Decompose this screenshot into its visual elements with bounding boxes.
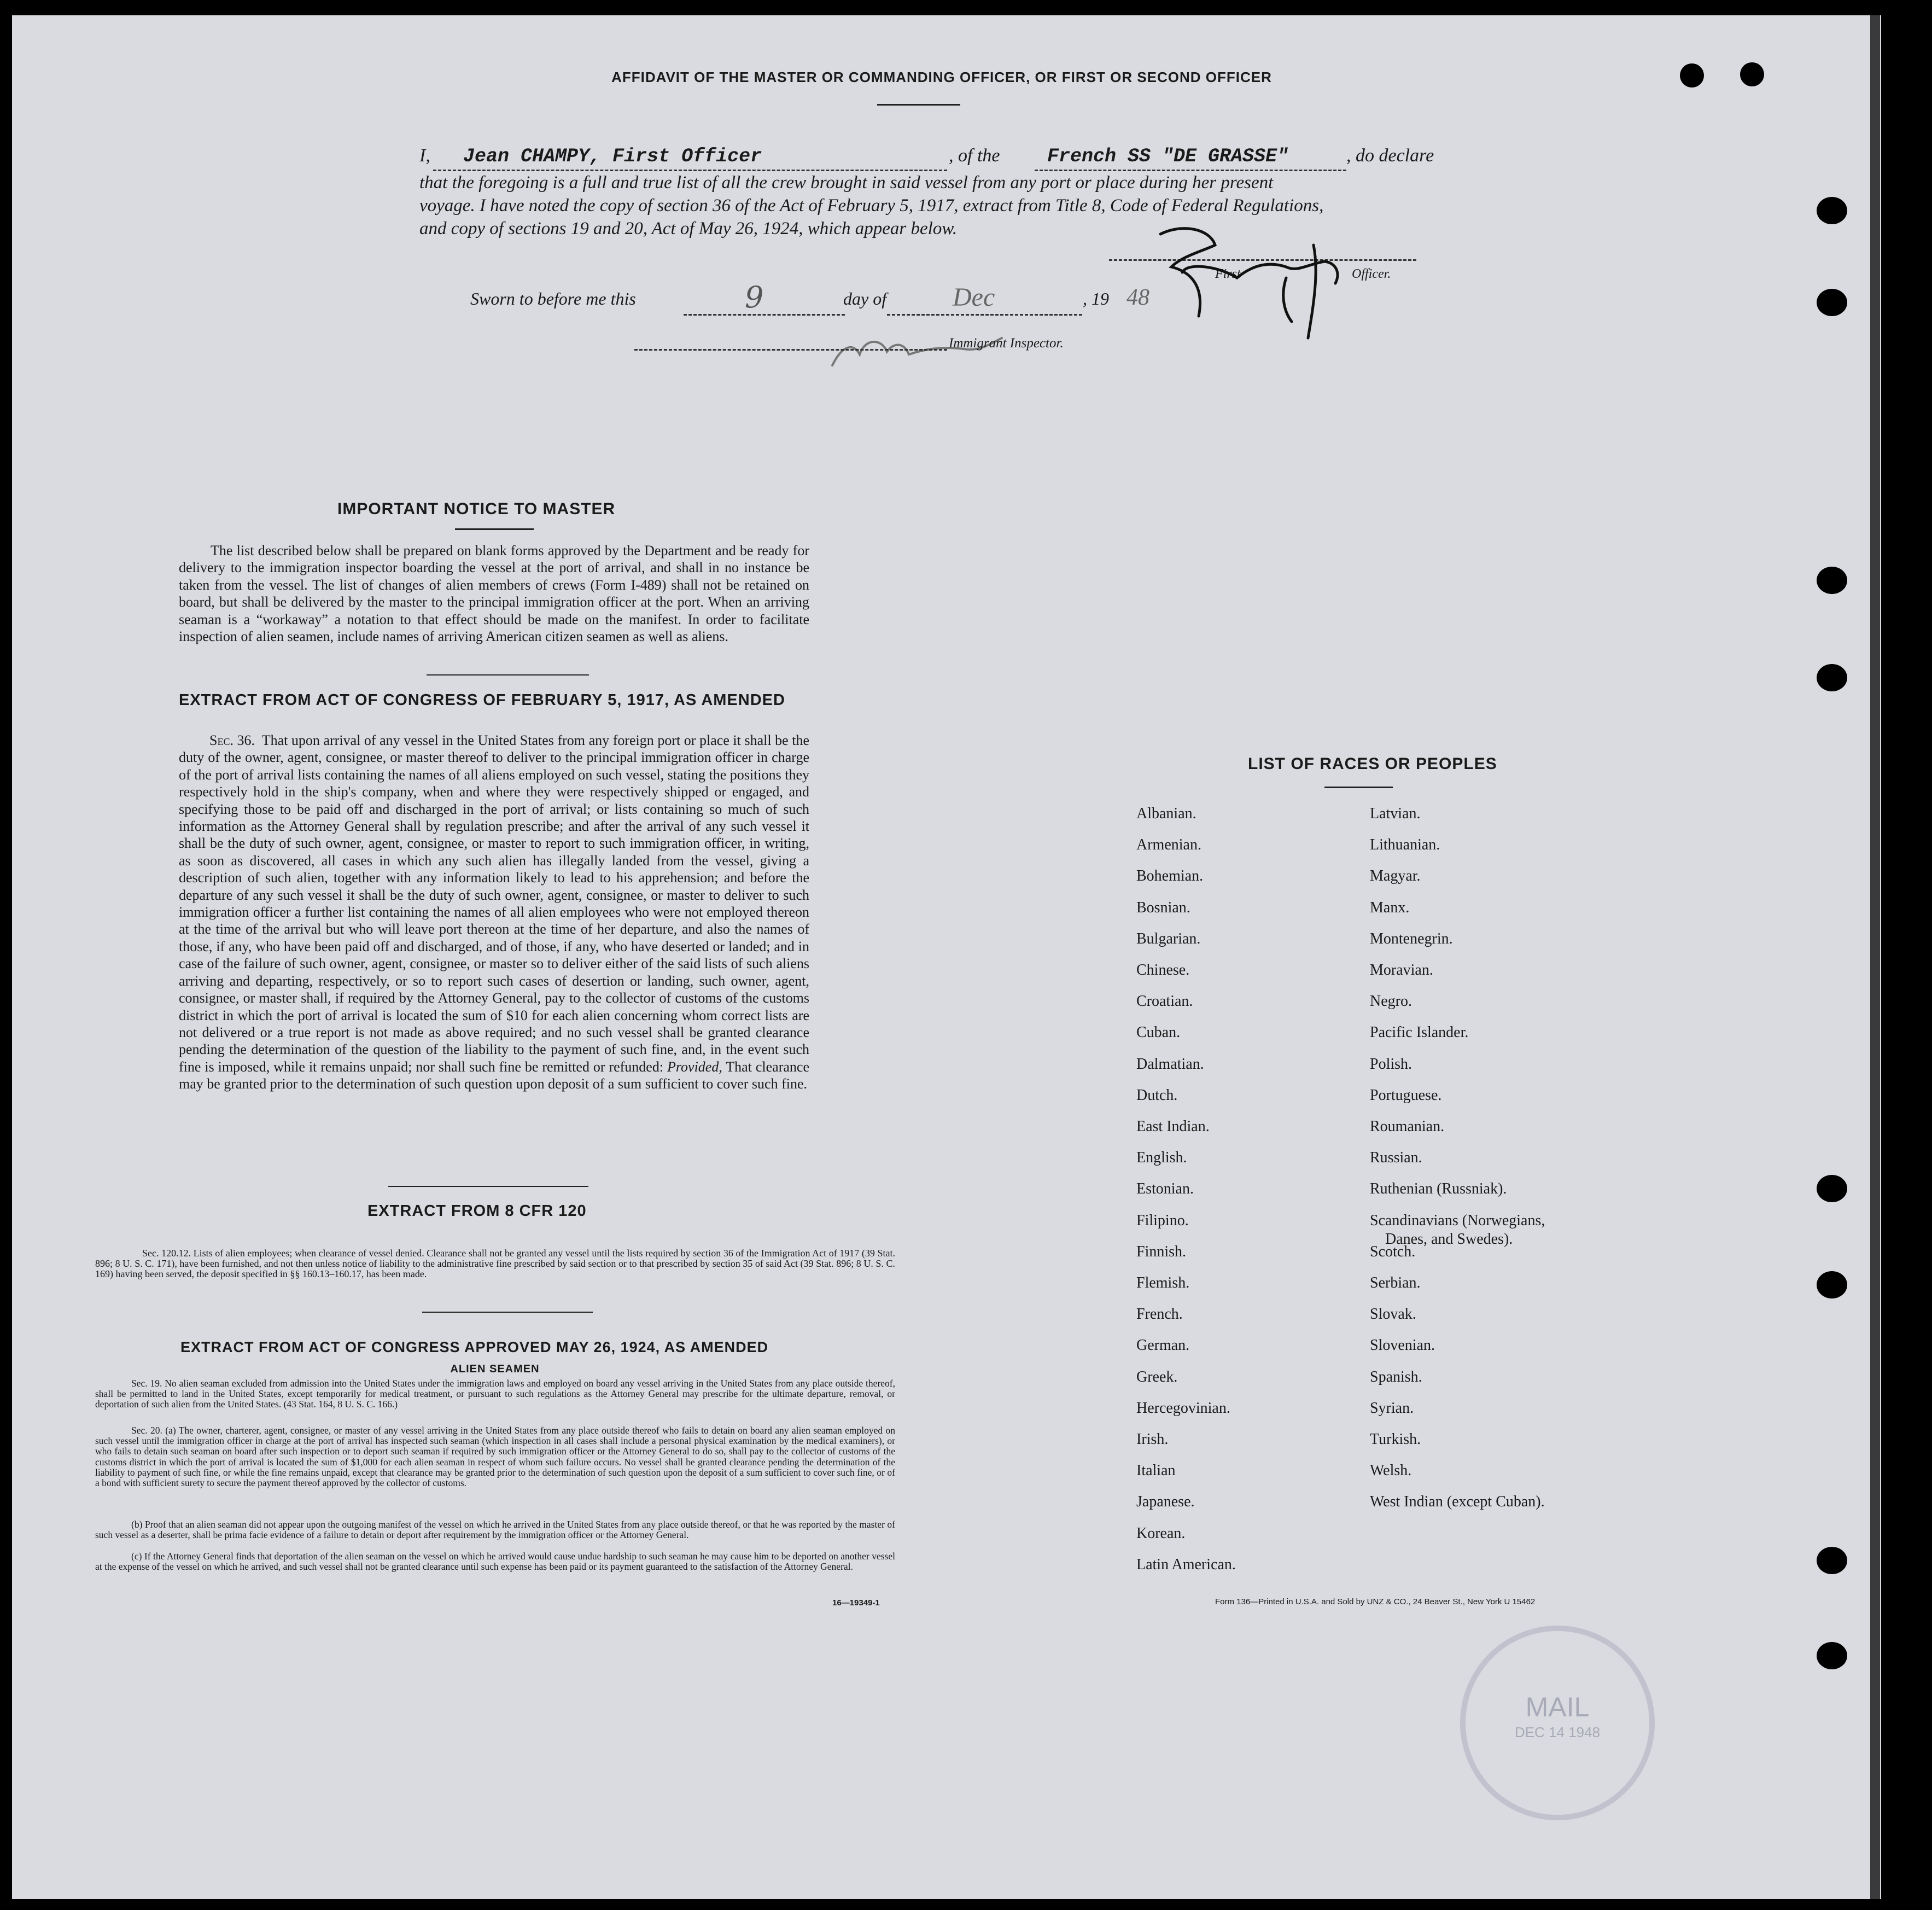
race-item: Manx. — [1370, 899, 1410, 916]
signature-caption-officer: Officer. — [1352, 267, 1391, 281]
punch-hole — [1817, 289, 1847, 316]
race-item: Pacific Islander. — [1370, 1024, 1469, 1041]
race-item: French. — [1136, 1306, 1183, 1323]
race-item: Roumanian. — [1370, 1118, 1445, 1135]
officer-signature — [1149, 212, 1379, 343]
extract-1924-p2: Sec. 20. (a) The owner, charterer, agent, consignee, or master of any vessel arriving in the United States from any place outside thereof who fails to detain on board any alien seaman employed on such vessel until the immigration officer in charge at the port of arrival has inspected such seaman (which inspection in all cases shall include a personal physical examination by the medical examiners), or who fails to detain such seaman on board after such inspection or to deport such seaman if required by such immigration officer or the Attorney General to do so, shall pay to the collector of customs of the customs district in which the port of arrival is located the sum of $1,000 for each alien seaman in respect of whom such failure occurs. No vessel shall be granted clearance pending the determination of the liability to payment of such fine, or while the fine remains unpaid, except that clearance may be granted prior to the determination of such question upon the deposit of a sum sufficient to cover such fine, or of a bond with sufficient surety to secure the payment thereof approved by the collector of customs. — [95, 1425, 895, 1489]
race-item: East Indian. — [1136, 1118, 1210, 1135]
page-edge-shadow — [1870, 15, 1880, 1899]
races-rule — [1324, 787, 1393, 788]
footer-form: Form 136—Printed in U.S.A. and Sold by UNZ & CO., 24 Beaver St., New York U 15462 — [1215, 1597, 1536, 1606]
race-item: Slovak. — [1370, 1306, 1416, 1323]
extract-1924-p4: (c) If the Attorney General finds that deportation of the alien seaman on the vessel on which he arrived would cause undue hardship to such seaman he may cause him to be deported on another vessel at the expense of the vessel on which he arrived, and such vessel shall not be granted clearance until such expense has been paid or its payment guaranteed to the satisfaction of the Attorney General. — [95, 1551, 895, 1573]
race-item: Welsh. — [1370, 1462, 1412, 1480]
race-item: Montenegrin. — [1370, 930, 1453, 947]
inspector-signature — [821, 322, 1018, 382]
race-item: Polish. — [1370, 1055, 1412, 1073]
punch-hole — [1817, 1175, 1847, 1202]
sworn-line — [470, 280, 1181, 322]
race-item: Latin American. — [1136, 1556, 1236, 1573]
race-item: Bulgarian. — [1136, 930, 1201, 947]
race-item: Bosnian. — [1136, 899, 1190, 916]
race-item: Spanish. — [1370, 1368, 1422, 1385]
notice-end-rule — [427, 674, 589, 676]
notice-title: IMPORTANT NOTICE TO MASTER — [337, 500, 616, 518]
sworn-day: 9 — [745, 280, 764, 315]
race-item: Russian. — [1370, 1149, 1422, 1167]
extract-cfr-body: Sec. 120.12. Lists of alien employees; when clearance of vessel denied. Clearance shall not be granted any vessel until the lists required by section 36 of the Immigration Act of 1917 (39 Stat. 896; 8 U. S. C. 171), have been furnished, and not then unless notice of liability to the administrative fine prescribed by said section or to that prescribed by section 35 of said Act (39 Stat. 896; 8 U. S. C. 169) having been served, the deposit specified in §§ 160.13–160.17, has been made. — [95, 1248, 895, 1280]
title-rule — [877, 104, 960, 106]
race-item: Magyar. — [1370, 867, 1421, 885]
affidavit-line-4: and copy of sections 19 and 20, Act of May 26, 1924, which appear below. — [419, 219, 958, 238]
extract-1917-sec: Sec. 36. — [209, 732, 255, 748]
officer-name: Jean CHAMPY, First Officer — [463, 145, 762, 167]
punch-hole — [1817, 1547, 1847, 1574]
signature-caption-first: First — [1215, 267, 1241, 281]
race-item: Cuban. — [1136, 1024, 1181, 1041]
race-item: Armenian. — [1136, 836, 1201, 854]
name-fill-line — [433, 170, 947, 171]
race-item: German. — [1136, 1337, 1190, 1354]
extract-1917-text: That upon arrival of any vessel in the United States from any foreign port or place it shall be the duty of the owner, agent, consignee, or master thereof to deliver to the principal immigration officer in charge of the port of arrival lists containing the names of all aliens employed on such vessel, stating the positions they respectively hold in the ship's company, when and where they were respectively shipped or engaged, and specifying those to be paid off and discharged in the port of arrival; or lists containing so much of such information as the Attorney General shall by regulation prescribe; and after the arrival of any such vessel it shall be the duty of such owner, agent, consignee, or master to report to such immigration officer, in writing, as soon as discovered, all cases in which any such alien has illegally landed from the vessel, giving a description of such alien, together with any information likely to lead to his apprehension; and before the departure of any such vessel it shall be the duty of such owner, agent, consignee, or master to deliver to such immigration officer a further list containing the names of all alien employees who were not employed thereon at the time of the arrival but who will leave port thereon at the time of her departure, and also the names of those, if any, who have been paid off and discharged, and of those, if any, who have deserted or landed; and in case of the failure of such owner, agent, consignee, or master so to deliver either of the said lists of such aliens arriving and departing, respectively, or so to report such cases of desertion or landing, such owner, agent, consignee, or master shall, if required by the Attorney General, pay to the collector of customs of the customs district in which the port of arrival is located the sum of $10 for each alien concerning whom correct lists are not delivered or a true report is not made as above required; and no such vessel shall be granted clearance pending the determination of the question of the liability to the payment of such fine, and, in the event such fine is imposed, while it remains unpaid; nor shall such fine be remitted or refunded: — [179, 732, 809, 1075]
punch-hole — [1817, 567, 1847, 594]
race-item: Croatian. — [1136, 993, 1193, 1010]
race-item: Albanian. — [1136, 805, 1196, 822]
race-item: West Indian (except Cuban). — [1370, 1493, 1545, 1511]
postal-stamp — [1460, 1626, 1655, 1820]
race-item: Flemish. — [1136, 1274, 1190, 1291]
race-item: Finnish. — [1136, 1243, 1187, 1260]
extract-1917-tail: That clearance may be granted prior to the determination of such question upon deposit of a sum sufficient to cover such fine. — [179, 1058, 809, 1092]
race-item: Scandinavians (Norwegians, — [1370, 1212, 1545, 1229]
notice-rule — [455, 528, 534, 530]
extract-1924-subtitle: ALIEN SEAMEN — [450, 1363, 540, 1375]
race-item: Danes, and Swedes). — [1385, 1230, 1513, 1248]
race-item: Greek. — [1136, 1368, 1178, 1385]
punch-hole — [1817, 1642, 1847, 1669]
affidavit-line-1 — [419, 145, 1754, 170]
affidavit-title: AFFIDAVIT OF THE MASTER OR COMMANDING OFFICER, OR FIRST OR SECOND OFFICER — [611, 69, 1272, 85]
race-item: Syrian. — [1370, 1399, 1414, 1417]
race-item: Slovenian. — [1370, 1337, 1435, 1354]
race-item: Filipino. — [1136, 1212, 1189, 1229]
affidavit-line-2: that the foregoing is a full and true list of all the crew brought in said vessel from any port or place during her present — [419, 173, 1274, 193]
vessel-fill-line — [1035, 170, 1346, 171]
sworn-month-line — [887, 314, 1082, 316]
race-item: Turkish. — [1370, 1431, 1421, 1448]
extract-cfr-title: EXTRACT FROM 8 CFR 120 — [367, 1202, 587, 1220]
race-item: Latvian. — [1370, 805, 1421, 822]
notice-body: The list described below shall be prepared on blank forms approved by the Department and be ready for delivery to the immigration inspector boarding the vessel at the port of arrival, and shall in no instance be taken from the vessel. The list of changes of alien members of crews (Form I-489) shall not be retained on board, but shall be delivered by the master to the principal immigration officer at the port. When an arriving seaman is a “workaway” a notation to that effect should be made on the manifest. In order to facilitate inspection of alien seamen, include names of arriving American citizen seamen as well as aliens. — [179, 543, 809, 645]
extract-1924-p1: Sec. 19. No alien seaman excluded from admission into the United States under the immigration laws and employed on board any vessel arriving in the United States from any place outside thereof, shall be permitted to land in the United States, except temporarily for medical treatment, or pursuant to such regulations as the Attorney General may prescribe for the ultimate departure, removal, or deportation of such alien from the United States. (43 Stat. 164, 8 U. S. C. 166.) — [95, 1378, 895, 1410]
race-item: Dutch. — [1136, 1086, 1178, 1104]
races-title: LIST OF RACES OR PEOPLES — [1248, 755, 1497, 773]
stamp-text: MAIL — [1525, 1692, 1590, 1722]
extract-cfr-end-rule — [422, 1312, 593, 1313]
punch-hole — [1817, 664, 1847, 691]
extract-1924-p3: (b) Proof that an alien seaman did not appear upon the outgoing manifest of the vessel on which he arrived in the United States from any place outside thereof, or that he was reported by the master of such vessel as a deserter, shall be prima facie evidence of a failure to detain or deport after requirement by the immigration officer or the Attorney General. — [95, 1519, 895, 1541]
inspector-caption: Immigrant Inspector. — [949, 336, 1064, 351]
race-item: Hercegovinian. — [1136, 1399, 1230, 1417]
day-of-text: day of — [843, 289, 887, 308]
race-item: Portuguese. — [1370, 1086, 1442, 1104]
race-item: Serbian. — [1370, 1274, 1421, 1291]
race-item: Lithuanian. — [1370, 836, 1440, 854]
extract-1917-title: EXTRACT FROM ACT OF CONGRESS OF FEBRUARY 5, 1917, AS AMENDED — [179, 691, 785, 709]
sworn-month: Dec — [953, 283, 995, 312]
prefix-i: I, — [419, 145, 430, 166]
race-item: Japanese. — [1136, 1493, 1195, 1511]
race-item: Negro. — [1370, 993, 1412, 1010]
extract-1917-end-rule — [388, 1186, 588, 1187]
race-item: Korean. — [1136, 1524, 1186, 1542]
affidavit-line-3: voyage. I have noted the copy of section 36 of the Act of February 5, 1917, extract from Title 8, Code of Federal Regulations, — [419, 196, 1324, 216]
punch-hole — [1817, 197, 1847, 224]
punch-hole — [1817, 1271, 1847, 1298]
do-declare-text: , do declare — [1346, 145, 1434, 166]
stamp-date: DEC 14 1948 — [1514, 1724, 1601, 1740]
race-item: Estonian. — [1136, 1180, 1194, 1198]
race-item: English. — [1136, 1149, 1187, 1167]
punch-hole — [1680, 63, 1704, 88]
race-item: Moravian. — [1370, 962, 1433, 979]
punch-hole — [1740, 62, 1764, 86]
form-code: 16—19349-1 — [832, 1598, 880, 1608]
extract-1917-provided: Provided, — [667, 1058, 722, 1075]
race-item: Dalmatian. — [1136, 1055, 1204, 1073]
inspector-line — [634, 349, 947, 351]
document-page — [12, 15, 1881, 1899]
race-item: Chinese. — [1136, 962, 1190, 979]
year-prefix: , 19 — [1083, 289, 1109, 308]
race-item: Italian — [1136, 1462, 1176, 1480]
vessel-name: French SS "DE GRASSE" — [1047, 145, 1289, 167]
race-item: Irish. — [1136, 1431, 1169, 1448]
sworn-day-line — [684, 314, 845, 316]
race-item: Bohemian. — [1136, 867, 1204, 885]
race-item: Scotch. — [1370, 1243, 1416, 1260]
sworn-prefix: Sworn to before me this — [470, 289, 636, 308]
of-the-text: , of the — [949, 145, 1000, 166]
year-suffix: 48 — [1126, 285, 1149, 310]
race-item: Ruthenian (Russniak). — [1370, 1180, 1507, 1198]
extract-1917-body — [179, 732, 809, 1093]
extract-1924-title: EXTRACT FROM ACT OF CONGRESS APPROVED MAY 26, 1924, AS AMENDED — [180, 1339, 769, 1355]
